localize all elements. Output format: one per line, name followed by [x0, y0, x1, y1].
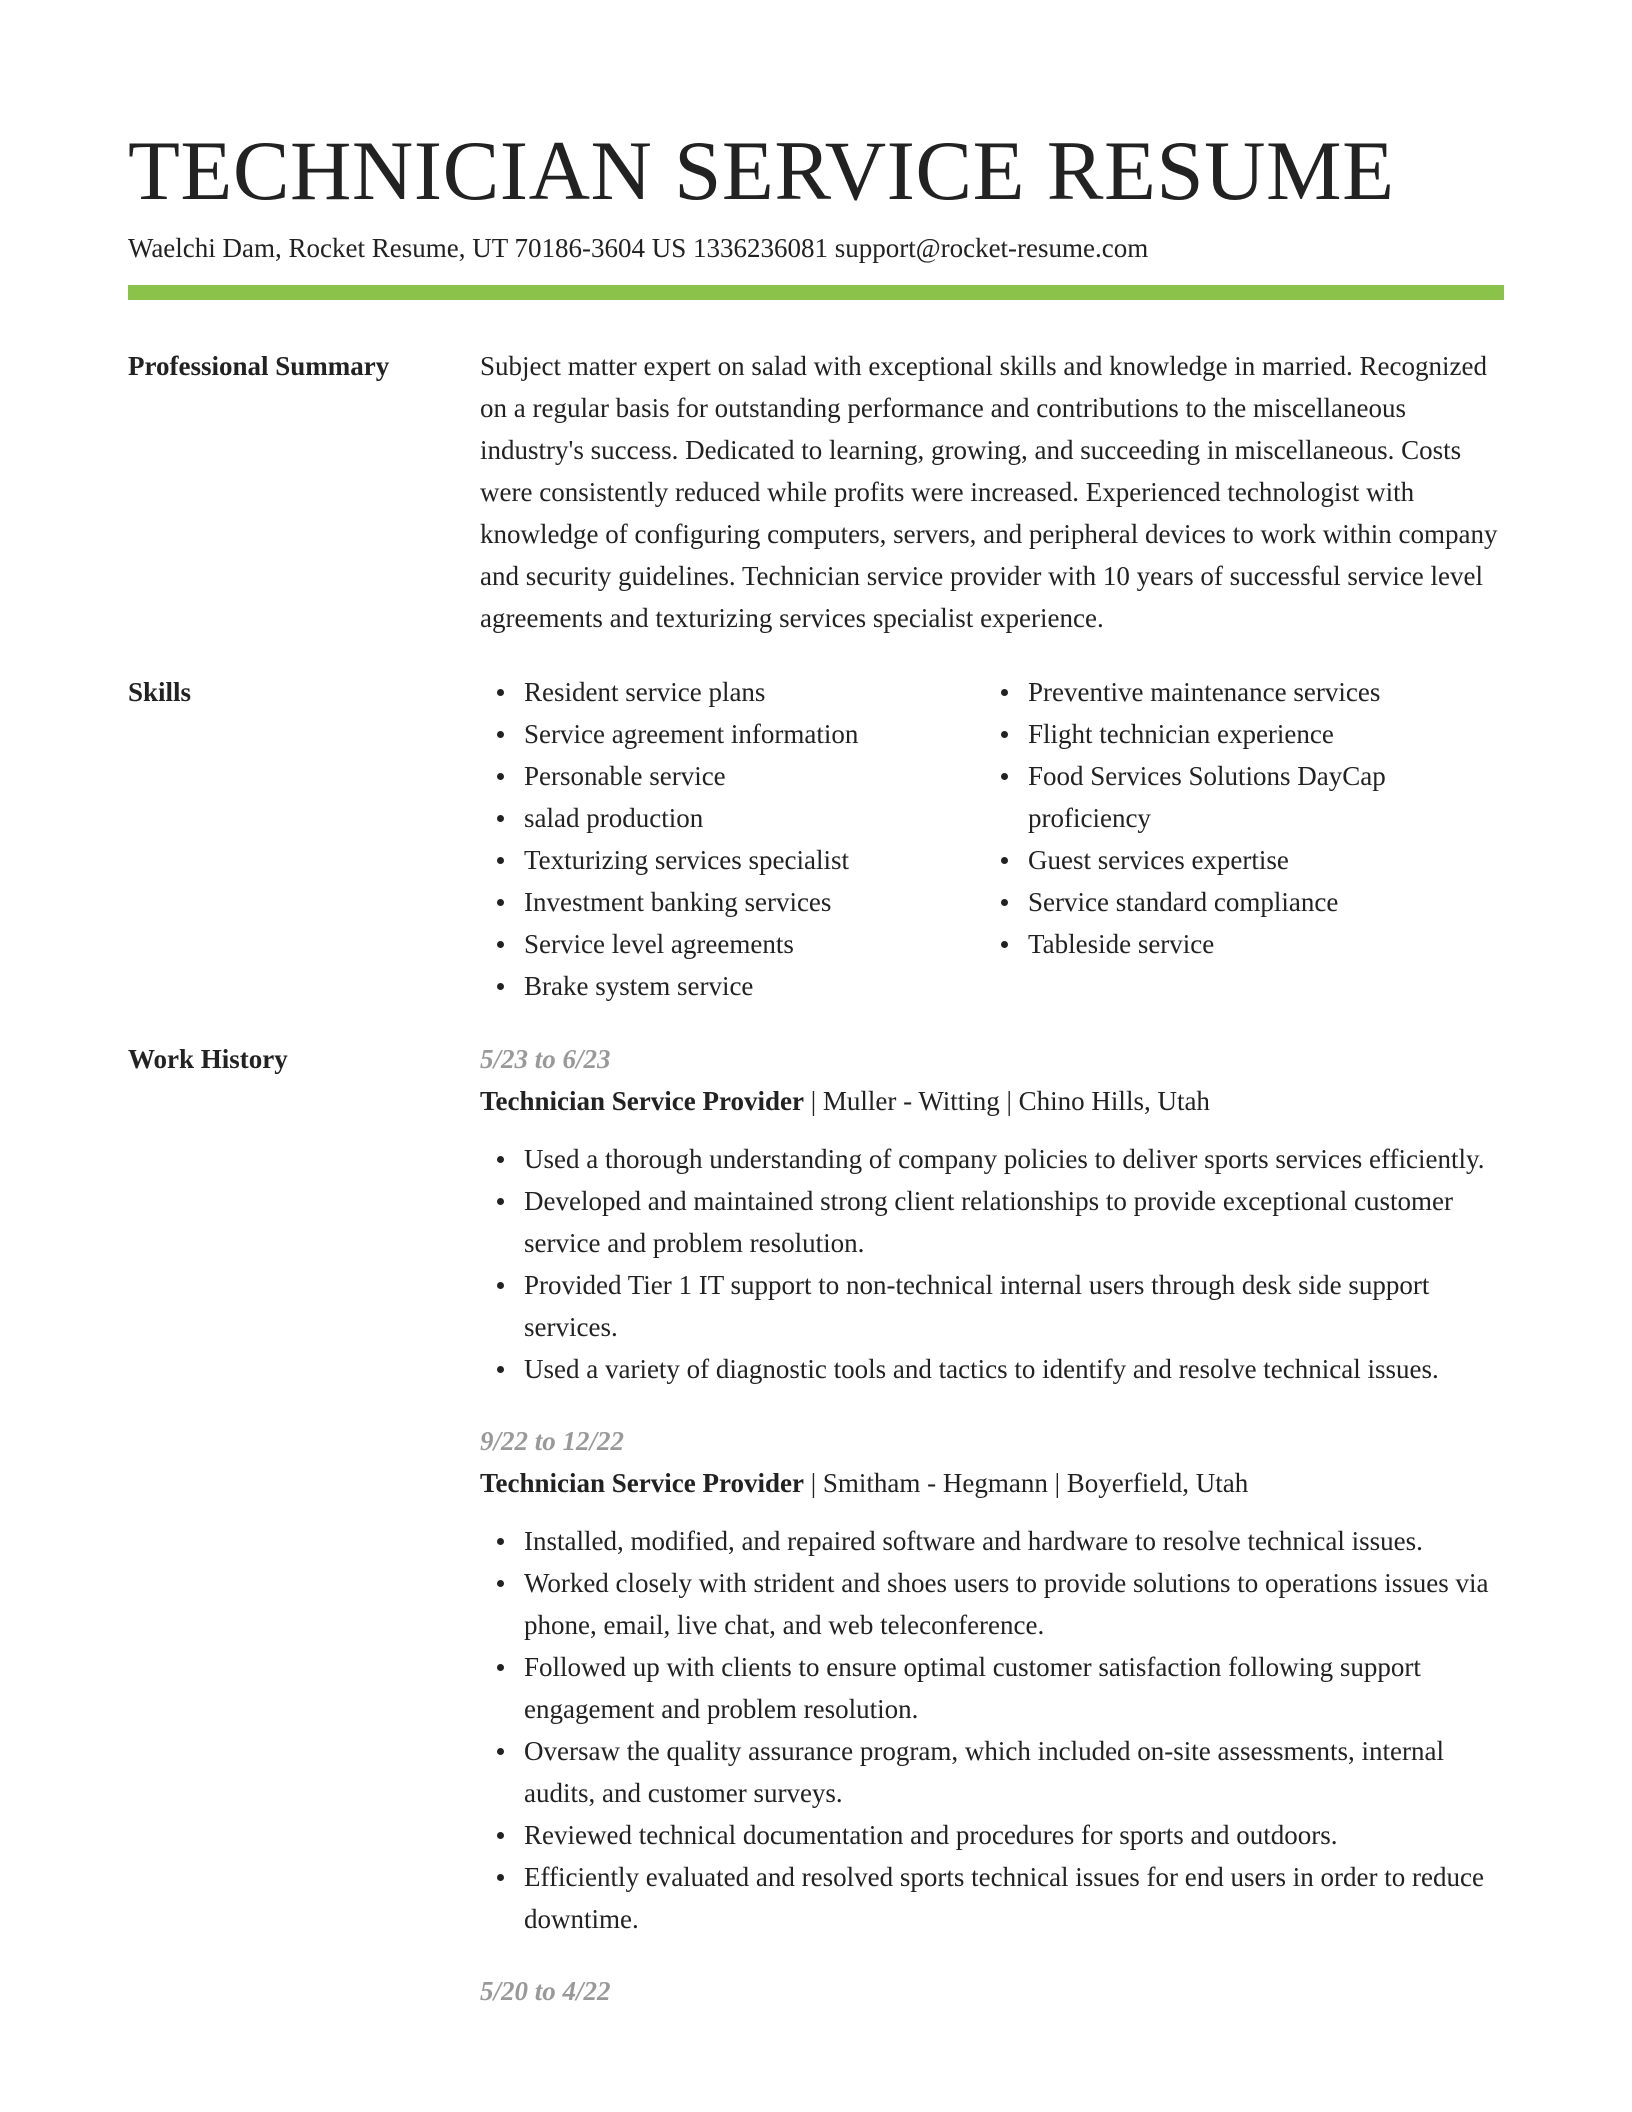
skill-item: Brake system service: [480, 965, 984, 1007]
skill-item: Personable service: [480, 755, 984, 797]
section-label-work: Work History: [128, 1044, 288, 1074]
skill-item: Service level agreements: [480, 923, 984, 965]
job-bullet: Followed up with clients to ensure optimal customer satisfaction following support engagement and problem resolution.: [480, 1646, 1504, 1730]
skills-list-left: [480, 671, 984, 1007]
job-date: 5/20 to 4/22: [480, 1976, 611, 2006]
skill-item: Guest services expertise: [984, 839, 1504, 881]
accent-divider: [128, 285, 1504, 300]
job-entry: [480, 1038, 1504, 1390]
job-bullet: Used a thorough understanding of company policies to deliver sports services efficiently.: [480, 1138, 1504, 1180]
job-bullets: [480, 1138, 1504, 1390]
skill-item: Investment banking services: [480, 881, 984, 923]
job-bullet: Used a variety of diagnostic tools and tactics to identify and resolve technical issues.: [480, 1348, 1504, 1390]
summary-section: [128, 345, 1504, 639]
skills-list-right: [984, 671, 1504, 1007]
job-date: 9/22 to 12/22: [480, 1426, 625, 1456]
resume-title: TECHNICIAN SERVICE RESUME: [128, 124, 1395, 218]
skill-item: Service agreement information: [480, 713, 984, 755]
section-label-skills: Skills: [128, 677, 192, 707]
job-heading: [480, 1462, 1504, 1504]
job-title: Technician Service Provider: [480, 1086, 804, 1116]
job-bullet: Developed and maintained strong client relationships to provide exceptional customer service and problem resolution.: [480, 1180, 1504, 1264]
job-bullet: Provided Tier 1 IT support to non-technical internal users through desk side support services.: [480, 1264, 1504, 1348]
resume-page: [128, 118, 1504, 2012]
skill-item: Flight technician experience: [984, 713, 1504, 755]
skills-section: [128, 671, 1504, 1007]
contact-line: Waelchi Dam, Rocket Resume, UT 70186-3604 US 1336236081 support@rocket-resume.com: [128, 233, 1149, 263]
job-bullet: Oversaw the quality assurance program, which included on-site assessments, internal audits, and customer surveys.: [480, 1730, 1504, 1814]
job-entry: [480, 1970, 1504, 2012]
skill-item: Resident service plans: [480, 671, 984, 713]
job-bullet: Worked closely with strident and shoes users to provide solutions to operations issues via phone, email, live chat, and web teleconference.: [480, 1562, 1504, 1646]
summary-text: Subject matter expert on salad with exceptional skills and knowledge in married. Recognized on a regular basis for outstanding performance and contributions to the miscellaneous industry's success. Dedicated to learning, growing, and succeeding in miscellaneous. Costs were consistently reduced while profits were increased. Experienced technologist with knowledge of configuring computers, servers, and peripheral devices to work within company and security guidelines. Technician service provider with 10 years of successful service level agreements and texturizing services specialist experience.: [480, 351, 1498, 633]
work-history-section: [128, 1038, 1504, 2012]
job-heading: [480, 1080, 1504, 1122]
job-date: 5/23 to 6/23: [480, 1044, 611, 1074]
job-details: | Muller - Witting | Chino Hills, Utah: [803, 1086, 1210, 1116]
skill-item: Service standard compliance: [984, 881, 1504, 923]
job-entry: [480, 1420, 1504, 1940]
work-history-body: [480, 1038, 1504, 2012]
skills-columns: [480, 671, 1504, 1007]
job-bullet: Installed, modified, and repaired software and hardware to resolve technical issues.: [480, 1520, 1504, 1562]
job-title: Technician Service Provider: [480, 1468, 804, 1498]
skill-item: Tableside service: [984, 923, 1504, 965]
job-details: | Smitham - Hegmann | Boyerfield, Utah: [803, 1468, 1249, 1498]
skill-item: salad production: [480, 797, 984, 839]
skill-item: Texturizing services specialist: [480, 839, 984, 881]
job-bullets: [480, 1520, 1504, 1940]
skill-item: Preventive maintenance services: [984, 671, 1504, 713]
job-bullet: Efficiently evaluated and resolved sports technical issues for end users in order to reduce downtime.: [480, 1856, 1504, 1940]
job-bullet: Reviewed technical documentation and procedures for sports and outdoors.: [480, 1814, 1504, 1856]
section-label-summary: Professional Summary: [128, 351, 390, 381]
skill-item: Food Services Solutions DayCap proficiency: [984, 755, 1504, 839]
